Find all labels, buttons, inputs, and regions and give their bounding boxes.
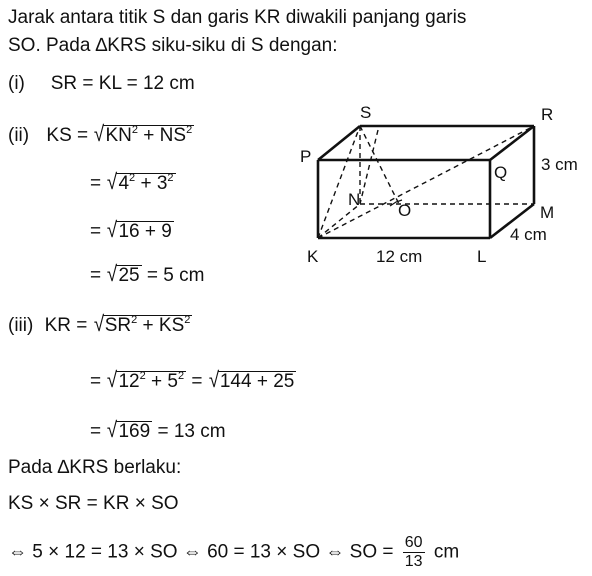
- sqrt-12-5: $√12^2 + 5^2$: [107, 367, 185, 392]
- intro-line-1: Jarak antara titik S dan garis KR diwakili panjang garis: [8, 7, 467, 28]
- label-L: L: [477, 247, 487, 266]
- line-SO: [360, 126, 400, 206]
- aux-line-1: [360, 130, 378, 204]
- step-ii-label: (ii): [8, 125, 30, 146]
- label-O: O: [398, 201, 412, 220]
- dim-length: 12 cm: [376, 247, 423, 266]
- intro-line-2: SO. Pada ∆KRS siku-siku di S dengan:: [8, 35, 338, 56]
- sqrt-kn-ns: $√KN^2 + NS^2$: [94, 121, 193, 146]
- step-ii-lhs: KS =: [46, 125, 89, 146]
- conclusion-line-1: Pada ∆KRS berlaku:: [8, 457, 182, 478]
- edge-RQ: [490, 126, 534, 160]
- dim-height: 3 cm: [541, 155, 578, 174]
- equals: =: [90, 173, 102, 194]
- equals: =: [90, 221, 102, 242]
- conclusion-unit: cm: [433, 541, 460, 563]
- equals: =: [90, 421, 102, 442]
- label-P: P: [300, 147, 312, 166]
- conclusion-equation: ⇔ 5 × 12 = 13 × SO ⇔ 60 = 13 × SO ⇔ SO =: [8, 541, 394, 563]
- label-M: M: [540, 203, 555, 222]
- sqrt-25: √25: [107, 261, 140, 286]
- label-S: S: [360, 103, 372, 122]
- diagonal-KR: [318, 126, 534, 238]
- step-iii-lhs: KR =: [44, 315, 88, 336]
- equals: =: [90, 265, 102, 286]
- dim-depth: 4 cm: [510, 225, 547, 244]
- sqrt-169: √169: [107, 417, 151, 442]
- step-ii-result: = 5 cm: [146, 265, 205, 286]
- sqrt-16-9: √16 + 9: [107, 217, 172, 242]
- sqrt-144-25: √144 + 25: [208, 367, 295, 392]
- equals-2: =: [191, 371, 203, 392]
- label-N: N: [348, 190, 361, 209]
- fraction-60-13: $\frac{60}{13}$: [404, 534, 423, 570]
- step-iii-label: (iii): [8, 315, 34, 336]
- step-iii-result: = 13 cm: [157, 421, 226, 442]
- label-Q: Q: [494, 163, 508, 182]
- sqrt-4-3: $√4^2 + 3^2$: [107, 169, 174, 194]
- conclusion-line-2: KS × SR = KR × SO: [8, 493, 179, 514]
- label-K: K: [307, 247, 319, 266]
- sqrt-sr-ks: $√SR^2 + KS^2$: [93, 311, 191, 336]
- step-i-expr: SR = KL = 12 cm: [50, 73, 195, 94]
- label-R: R: [541, 105, 554, 124]
- step-i-label: (i): [8, 73, 25, 94]
- equals: =: [90, 371, 102, 392]
